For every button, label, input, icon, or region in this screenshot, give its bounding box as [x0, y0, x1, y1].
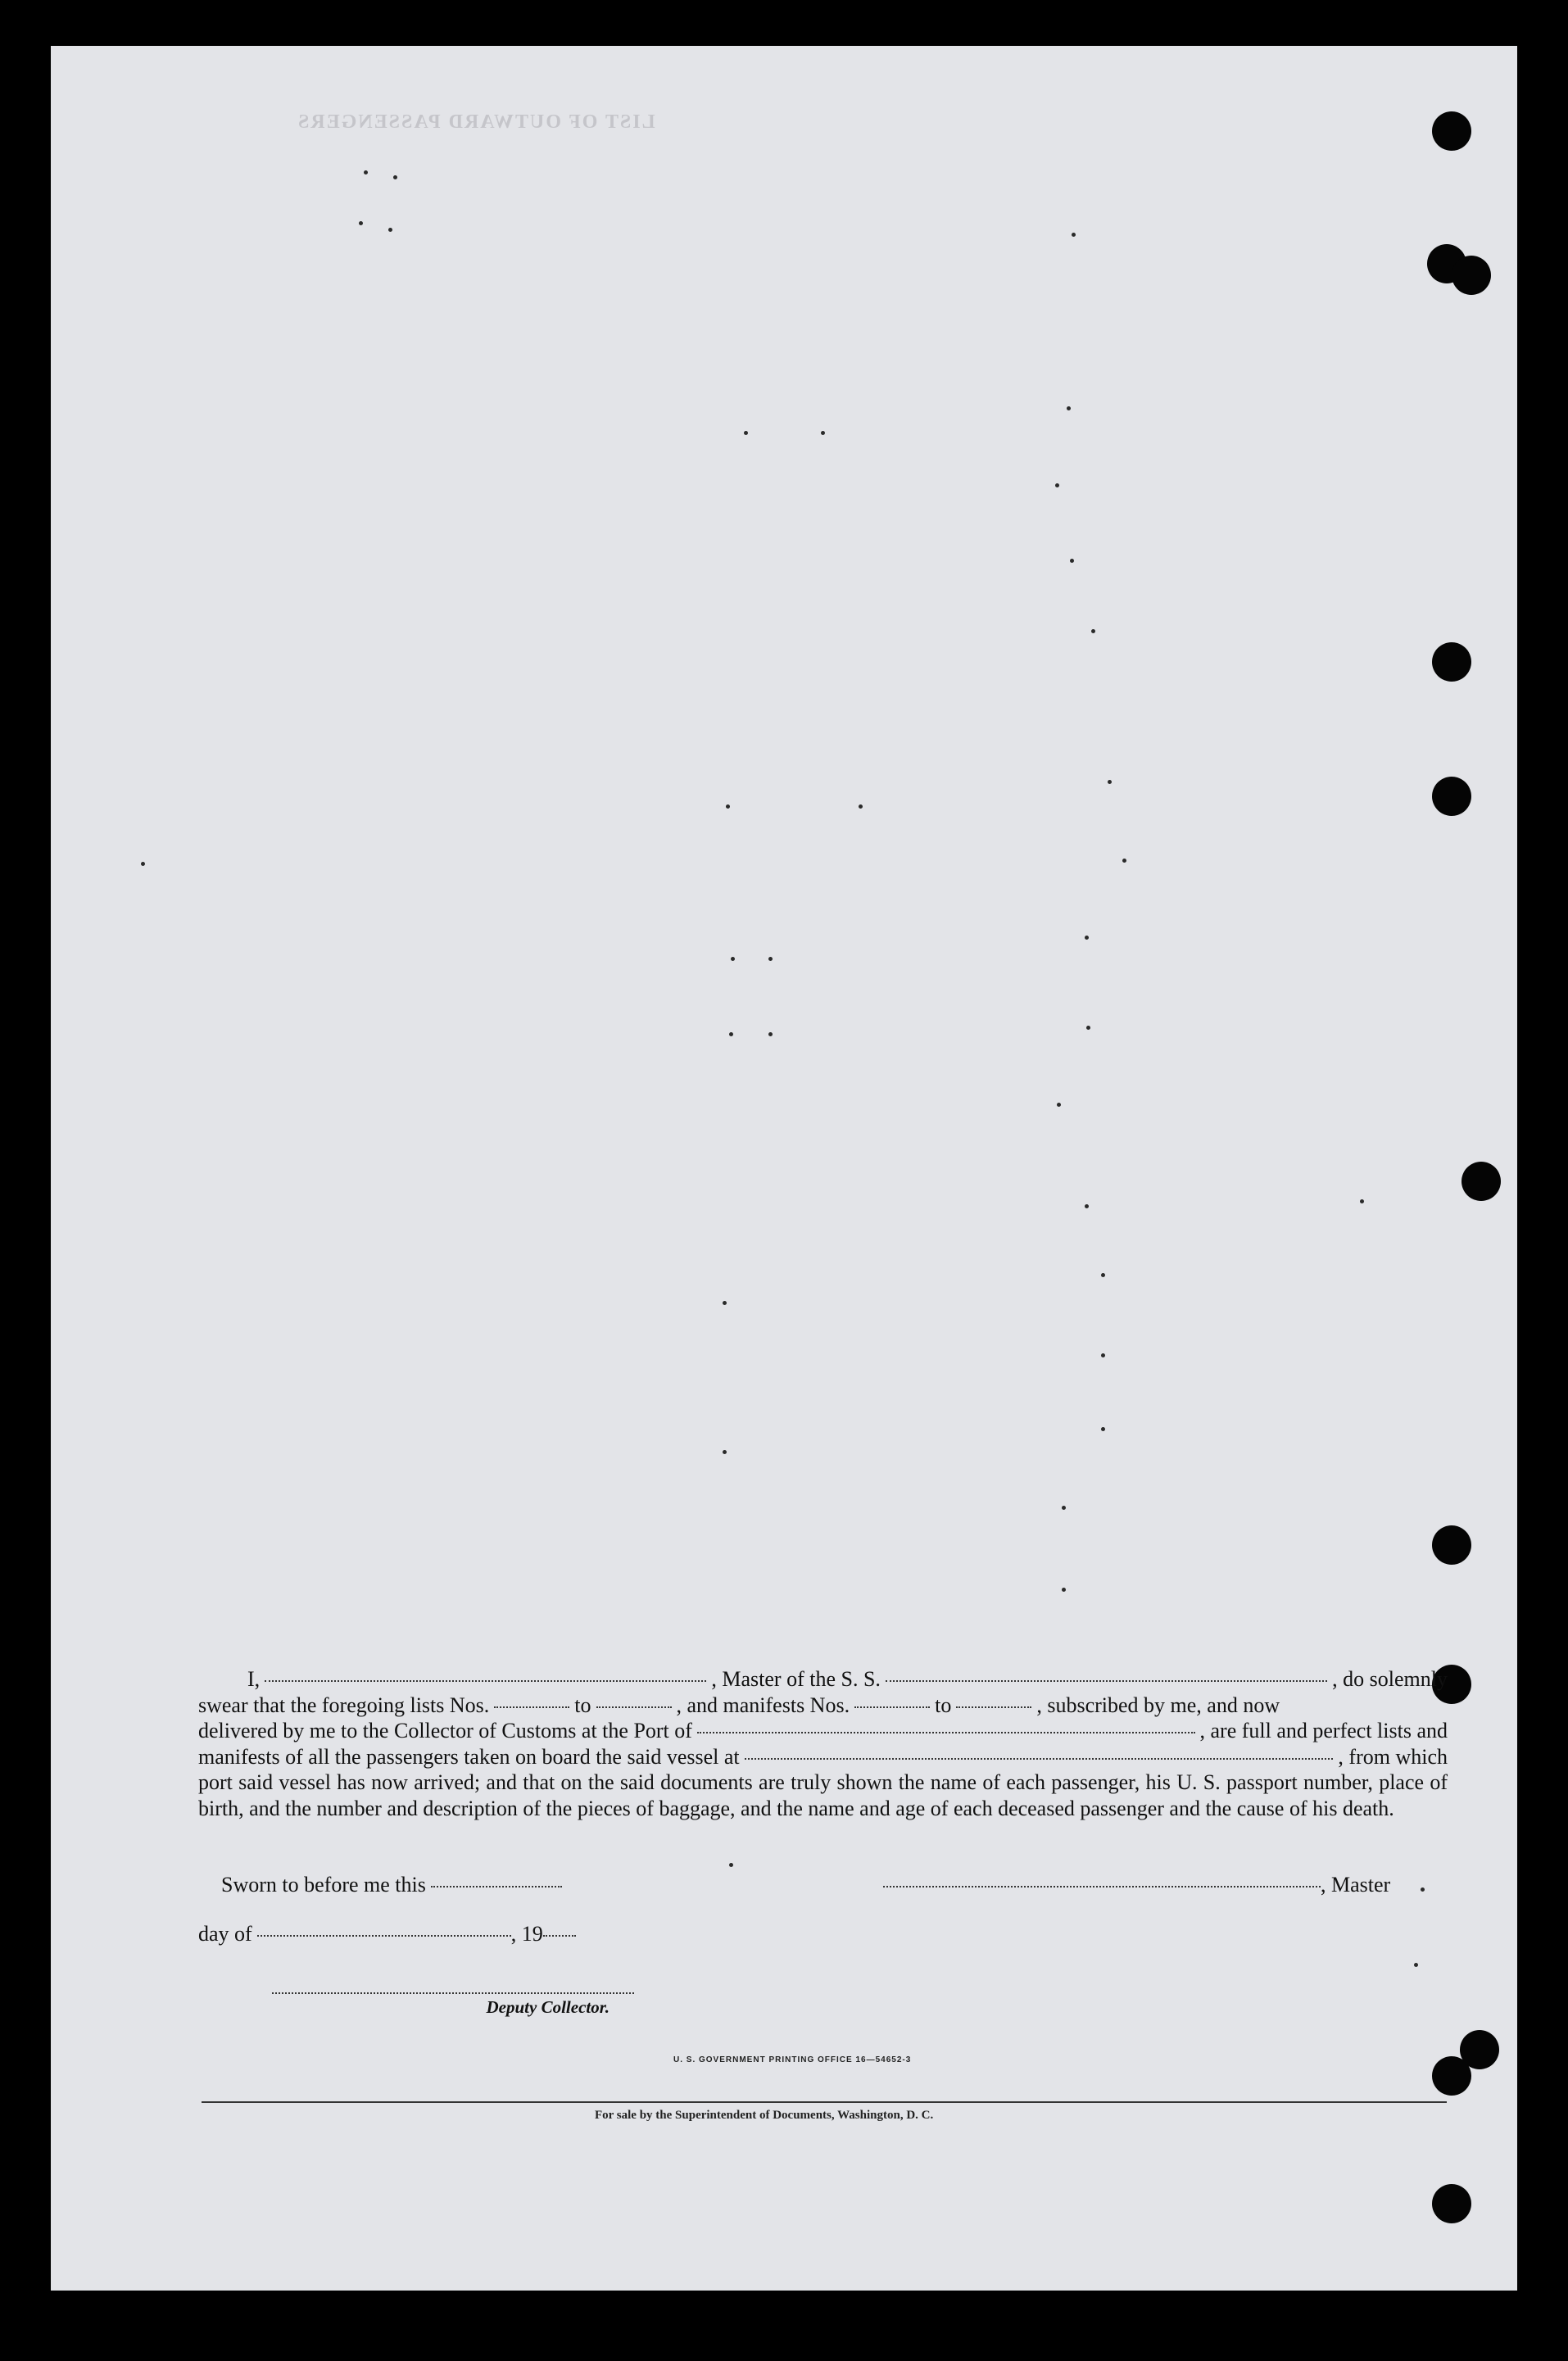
for-sale-notice: For sale by the Superintendent of Documents, Washington, D. C.	[595, 2109, 934, 2122]
speck	[141, 862, 145, 866]
departure-port-field[interactable]	[745, 1758, 1334, 1760]
speck	[859, 804, 863, 809]
month-field[interactable]	[257, 1935, 511, 1937]
deputy-signature-field[interactable]	[272, 1992, 634, 1994]
oath-text: I,	[247, 1667, 261, 1691]
speck	[1091, 629, 1095, 633]
binder-hole	[1432, 777, 1471, 816]
speck	[1062, 1588, 1066, 1592]
sworn-line	[221, 1873, 567, 1897]
manifests-to-field[interactable]	[956, 1706, 1031, 1708]
document-page	[51, 46, 1517, 2291]
speck	[1101, 1273, 1105, 1277]
speck	[729, 1032, 733, 1036]
speck	[1122, 859, 1126, 863]
speck	[744, 431, 748, 435]
day-of-line	[198, 1922, 581, 1946]
oath-text: manifests of all the passengers taken on board the said vessel at	[198, 1744, 740, 1769]
speck	[1062, 1506, 1066, 1510]
speck	[731, 957, 735, 961]
speck	[1055, 483, 1059, 487]
binder-hole	[1432, 1525, 1471, 1565]
speck	[364, 170, 368, 174]
oath-text: swear that the foregoing lists Nos.	[198, 1693, 490, 1717]
binder-hole	[1462, 1162, 1501, 1201]
manifests-from-field[interactable]	[854, 1706, 930, 1708]
oath-text: to	[574, 1693, 591, 1717]
oath-text: , from which	[1338, 1744, 1448, 1769]
speck	[1070, 559, 1074, 563]
printing-office-imprint: U. S. GOVERNMENT PRINTING OFFICE 16—54652-3	[673, 2055, 912, 2064]
speck	[821, 431, 825, 435]
bleed-through-heading: LIST OF OUTWARD PASSENGERS	[297, 111, 655, 133]
oath-text: delivered by me to the Collector of Customs at the Port of	[198, 1719, 692, 1742]
speck	[1108, 780, 1112, 784]
sworn-date-field[interactable]	[431, 1886, 562, 1887]
speck	[1072, 233, 1076, 237]
binder-hole	[1432, 642, 1471, 682]
speck	[388, 228, 392, 232]
oath-paragraph	[198, 1666, 1448, 1821]
master-label: , Master	[1321, 1873, 1391, 1897]
oath-text: , and manifests Nos.	[676, 1693, 850, 1717]
ship-name-field[interactable]	[886, 1680, 1327, 1682]
binder-hole	[1452, 256, 1491, 295]
speck	[723, 1301, 727, 1305]
speck	[729, 1863, 733, 1867]
speck	[1057, 1103, 1061, 1107]
speck	[1067, 406, 1071, 410]
binder-hole	[1460, 2030, 1499, 2069]
year-field[interactable]	[543, 1935, 576, 1937]
speck	[768, 1032, 773, 1036]
oath-text: , Master of the S. S.	[711, 1667, 881, 1691]
year-label: , 19	[510, 1922, 543, 1946]
speck	[1101, 1353, 1105, 1357]
lists-to-field[interactable]	[596, 1706, 672, 1708]
speck	[1360, 1199, 1364, 1203]
speck	[1101, 1427, 1105, 1431]
oath-text: port said vessel has now arrived; and that on the said documents are truly shown the name of each passenger, his U. S. passport number, place of birth, and the number and description of the pieces of baggage, and the name and age of each deceased passenger and the cause of his death.	[198, 1770, 1448, 1820]
speck	[393, 175, 397, 179]
deputy-collector-label: Deputy Collector.	[486, 1997, 610, 2017]
binder-hole	[1432, 111, 1471, 151]
binder-hole	[1432, 2184, 1471, 2223]
sworn-label: Sworn to before me this	[221, 1873, 426, 1897]
speck	[1421, 1887, 1425, 1892]
master-signature-line	[878, 1873, 1390, 1897]
master-signature-field[interactable]	[883, 1886, 1321, 1887]
speck	[359, 221, 363, 225]
footer-rule	[202, 2101, 1447, 2103]
speck	[723, 1450, 727, 1454]
speck	[726, 804, 730, 809]
lists-from-field[interactable]	[494, 1706, 569, 1708]
oath-text: to	[935, 1693, 952, 1717]
day-of-label: day of	[198, 1922, 252, 1946]
master-name-field[interactable]	[265, 1680, 706, 1682]
port-field[interactable]	[697, 1732, 1195, 1733]
oath-text: , do solemnly	[1332, 1667, 1448, 1691]
speck	[768, 957, 773, 961]
speck	[1085, 1204, 1089, 1208]
oath-text: , subscribed by me, and now	[1036, 1693, 1280, 1717]
speck	[1086, 1026, 1090, 1030]
speck	[1085, 936, 1089, 940]
speck	[1414, 1963, 1418, 1967]
oath-text: , are full and perfect lists and	[1199, 1719, 1448, 1742]
